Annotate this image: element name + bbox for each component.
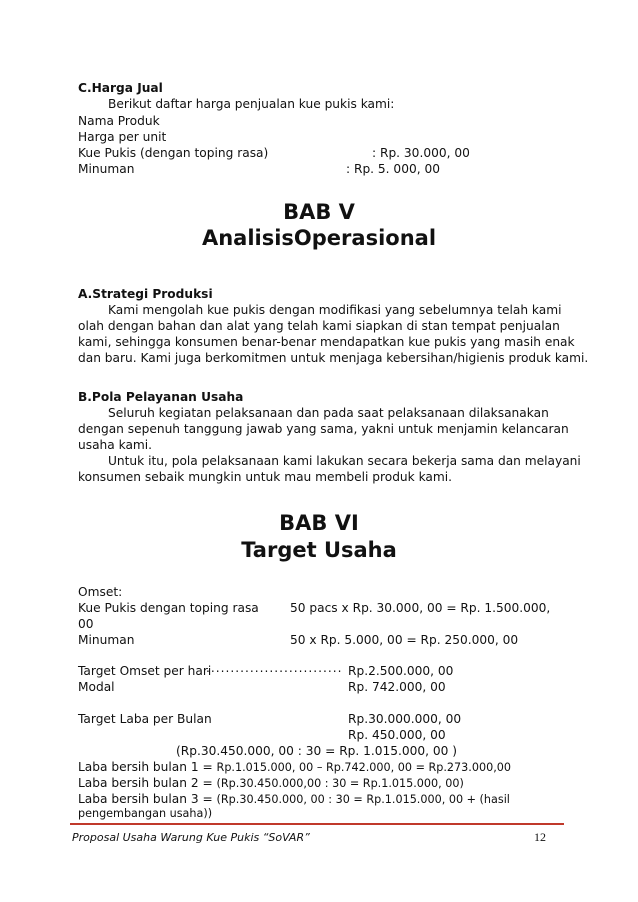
laba-bulan-label: Target Laba per Bulan bbox=[78, 712, 212, 726]
harga-jual-heading: C.Harga Jual bbox=[78, 81, 163, 95]
pola-line-1: Seluruh kegiatan pelaksanaan dan pada saat pelaksanaan dilaksanakan bbox=[108, 406, 549, 420]
omset-row-2-calc: 50 x Rp. 5.000, 00 = Rp. 250.000, 00 bbox=[290, 633, 519, 647]
omset-hari-dots: ............................ bbox=[206, 661, 343, 675]
pola-line-5: konsumen sebaik mungkin untuk mau membeli produk kami. bbox=[78, 470, 453, 484]
laba-bulan-2 bbox=[78, 775, 464, 792]
omset-row-2-label: Minuman bbox=[78, 633, 135, 647]
pola-heading: B.Pola Pelayanan Usaha bbox=[78, 390, 244, 404]
strategi-line-1: Kami mengolah kue pukis dengan modifikasi yang sebelumnya telah kami bbox=[108, 303, 562, 317]
omset-hari-value: Rp.2.500.000, 00 bbox=[348, 664, 454, 678]
chapter-5-subtitle: AnalisisOperasional bbox=[201, 226, 437, 250]
omset-row-1-cont: 00 bbox=[78, 617, 94, 631]
modal-label: Modal bbox=[78, 680, 115, 694]
laba-bulan-1-label: Laba bersih bulan 1 = bbox=[78, 760, 217, 774]
pola-line-2: dengan sepenuh tanggung jawab yang sama, yakni untuk menjamin kelancaran bbox=[78, 422, 569, 436]
footer-rule bbox=[70, 823, 564, 825]
omset-row-1-calc: 50 pacs x Rp. 30.000, 00 = Rp. 1.500.000, bbox=[290, 601, 551, 615]
laba-calc-line: (Rp.30.450.000, 00 : 30 = Rp. 1.015.000, 00 ) bbox=[176, 744, 458, 758]
strategi-line-2: olah dengan bahan dan alat yang telah kami siapkan di stan tempat penjualan bbox=[78, 319, 560, 333]
price-item-1-value: : Rp. 30.000, 00 bbox=[372, 146, 470, 160]
omset-label: Omset: bbox=[78, 585, 123, 599]
strategi-line-3: kami, sehingga konsumen benar-benar mendapatkan kue pukis yang masih enak bbox=[78, 335, 575, 349]
laba-bulan-value-2: Rp. 450.000, 00 bbox=[348, 728, 446, 742]
harga-per-unit-label: Harga per unit bbox=[78, 130, 167, 144]
omset-hari-label: Target Omset per hari bbox=[78, 664, 212, 678]
price-item-1-name: Kue Pukis (dengan toping rasa) bbox=[78, 146, 269, 160]
page-number: 12 bbox=[534, 830, 546, 844]
chapter-6-subtitle: Target Usaha bbox=[241, 538, 397, 562]
footer-title: Proposal Usaha Warung Kue Pukis “SoVAR” bbox=[72, 831, 310, 844]
modal-value: Rp. 742.000, 00 bbox=[348, 680, 446, 694]
laba-bulan-3-cont: pengembangan usaha)) bbox=[78, 807, 213, 820]
laba-bulan-1-value: Rp.1.015.000, 00 – Rp.742.000, 00 = Rp.273.000,00 bbox=[216, 761, 511, 774]
laba-bulan-3-value: (Rp.30.450.000, 00 : 30 = Rp.1.015.000, 00 + (hasil bbox=[216, 793, 510, 806]
price-item-2-value: : Rp. 5. 000, 00 bbox=[346, 162, 440, 176]
strategi-heading: A.Strategi Produksi bbox=[78, 287, 213, 301]
laba-bulan-3-label: Laba bersih bulan 3 = bbox=[78, 792, 217, 806]
harga-jual-intro: Berikut daftar harga penjualan kue pukis kami: bbox=[108, 97, 395, 111]
chapter-6-title: BAB VI bbox=[279, 511, 359, 535]
laba-bulan-1 bbox=[78, 759, 511, 776]
nama-produk-label: Nama Produk bbox=[78, 114, 160, 128]
pola-line-3: usaha kami. bbox=[78, 438, 153, 452]
pola-line-4: Untuk itu, pola pelaksanaan kami lakukan secara bekerja sama dan melayani bbox=[108, 454, 581, 468]
omset-row-1-label: Kue Pukis dengan toping rasa bbox=[78, 601, 259, 615]
strategi-line-4: dan baru. Kami juga berkomitmen untuk menjaga kebersihan/higienis produk kami. bbox=[78, 351, 589, 365]
chapter-5-title: BAB V bbox=[283, 200, 355, 224]
laba-bulan-2-value: (Rp.30.450.000,00 : 30 = Rp.1.015.000, 00) bbox=[216, 777, 464, 790]
laba-bulan-2-label: Laba bersih bulan 2 = bbox=[78, 776, 217, 790]
laba-bulan-value: Rp.30.000.000, 00 bbox=[348, 712, 462, 726]
price-item-2-name: Minuman bbox=[78, 162, 135, 176]
